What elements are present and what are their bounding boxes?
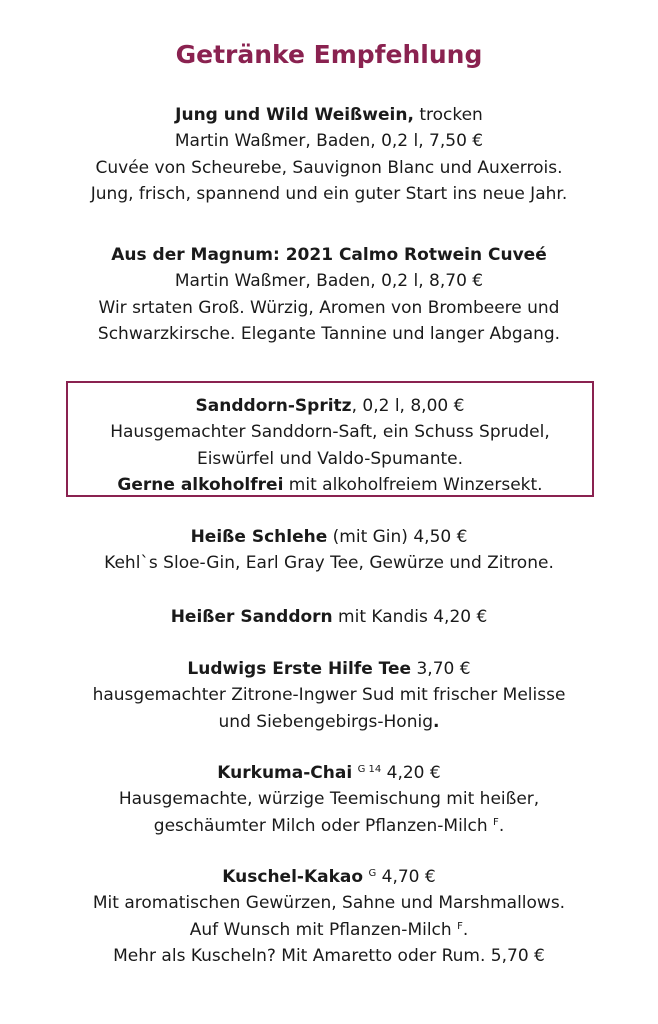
- drink-item-sanddorn-spritz: [68, 393, 592, 498]
- drink-suffix: 4,70 €: [376, 867, 436, 887]
- allergen-mark: F: [457, 920, 463, 932]
- drink-name: Heiße Schlehe: [190, 527, 328, 547]
- allergen-mark: G 14: [357, 764, 382, 775]
- drink-name: Sanddorn-Spritz: [195, 396, 352, 416]
- drink-desc: Mehr als Kuscheln? Mit Amaretto oder Rum. 5,70 €: [113, 946, 545, 967]
- drink-item-ludwigs-tee: [0, 656, 658, 735]
- drink-suffix: (mit Gin) 4,50 €: [327, 527, 468, 547]
- drink-item-jung-und-wild: [0, 102, 658, 207]
- allergen-mark: G: [368, 868, 377, 879]
- drink-note: mit alkoholfreiem Winzersekt.: [283, 475, 543, 496]
- drink-desc: Martin Waßmer, Baden, 0,2 l, 8,70 €: [174, 271, 484, 292]
- drink-item-calmo: [0, 242, 658, 347]
- drink-name: Jung und Wild Weißwein,: [175, 105, 414, 125]
- drink-suffix: , 0,2 l, 8,00 €: [351, 396, 465, 416]
- drink-desc: Eiswürfel und Valdo-Spumante.: [196, 448, 464, 469]
- drink-item-heisser-sanddorn: [0, 604, 658, 630]
- drink-desc-tail: .: [498, 815, 505, 836]
- drink-name: Aus der Magnum: 2021 Calmo Rotwein Cuveé: [111, 245, 547, 265]
- drink-desc: Hausgemachter Sanddorn-Saft, ein Schuss Sprudel,: [110, 422, 550, 443]
- drink-desc: hausgemachter Zitrone-Ingwer Sud mit frischer Melisse: [92, 685, 566, 706]
- drink-suffix: trocken: [413, 105, 483, 125]
- drink-desc: Mit aromatischen Gewürzen, Sahne und Marshmallows.: [92, 893, 566, 914]
- highlight-box: [66, 381, 594, 497]
- drink-suffix: 4,20 €: [381, 763, 441, 783]
- page-title: Getränke Empfehlung: [175, 40, 483, 69]
- drink-desc: Wir srtaten Groß. Würzig, Aromen von Brombeere und: [98, 297, 560, 318]
- drink-desc-tail: .: [432, 711, 440, 732]
- drink-item-kuschel-kakao: [0, 864, 658, 969]
- drink-suffix: mit Kandis 4,20 €: [332, 607, 488, 627]
- drink-name: Heißer Sanddorn: [170, 607, 333, 627]
- drink-desc: Kehl`s Sloe-Gin, Earl Gray Tee, Gewürze und Zitrone.: [104, 553, 554, 574]
- drink-desc: Auf Wunsch mit Pflanzen-Milch: [189, 919, 452, 940]
- drink-desc: Jung, frisch, spannend und ein guter Start ins neue Jahr.: [90, 184, 568, 205]
- drink-item-heisse-schlehe: [0, 524, 658, 577]
- drink-desc: Cuvée von Scheurebe, Sauvignon Blanc und Auxerrois.: [95, 157, 563, 178]
- allergen-mark: F: [493, 816, 499, 828]
- drink-desc: Schwarzkirsche. Elegante Tannine und langer Abgang.: [97, 324, 561, 345]
- drink-desc: und Siebengebirgs-Honig: [218, 711, 433, 732]
- drink-name: Kurkuma-Chai: [217, 763, 353, 783]
- drink-item-kurkuma-chai: [0, 760, 658, 839]
- drink-name: Kuschel-Kakao: [222, 867, 364, 887]
- drink-suffix: 3,70 €: [411, 659, 471, 679]
- drink-desc: Martin Waßmer, Baden, 0,2 l, 7,50 €: [174, 131, 484, 152]
- drink-name: Ludwigs Erste Hilfe Tee: [187, 659, 412, 679]
- drink-note-bold: Gerne alkoholfrei: [117, 475, 284, 496]
- drink-desc: Hausgemachte, würzige Teemischung mit heißer,: [118, 789, 540, 810]
- drink-desc: geschäumter Milch oder Pflanzen-Milch: [153, 815, 488, 836]
- drink-desc-tail: .: [462, 919, 469, 940]
